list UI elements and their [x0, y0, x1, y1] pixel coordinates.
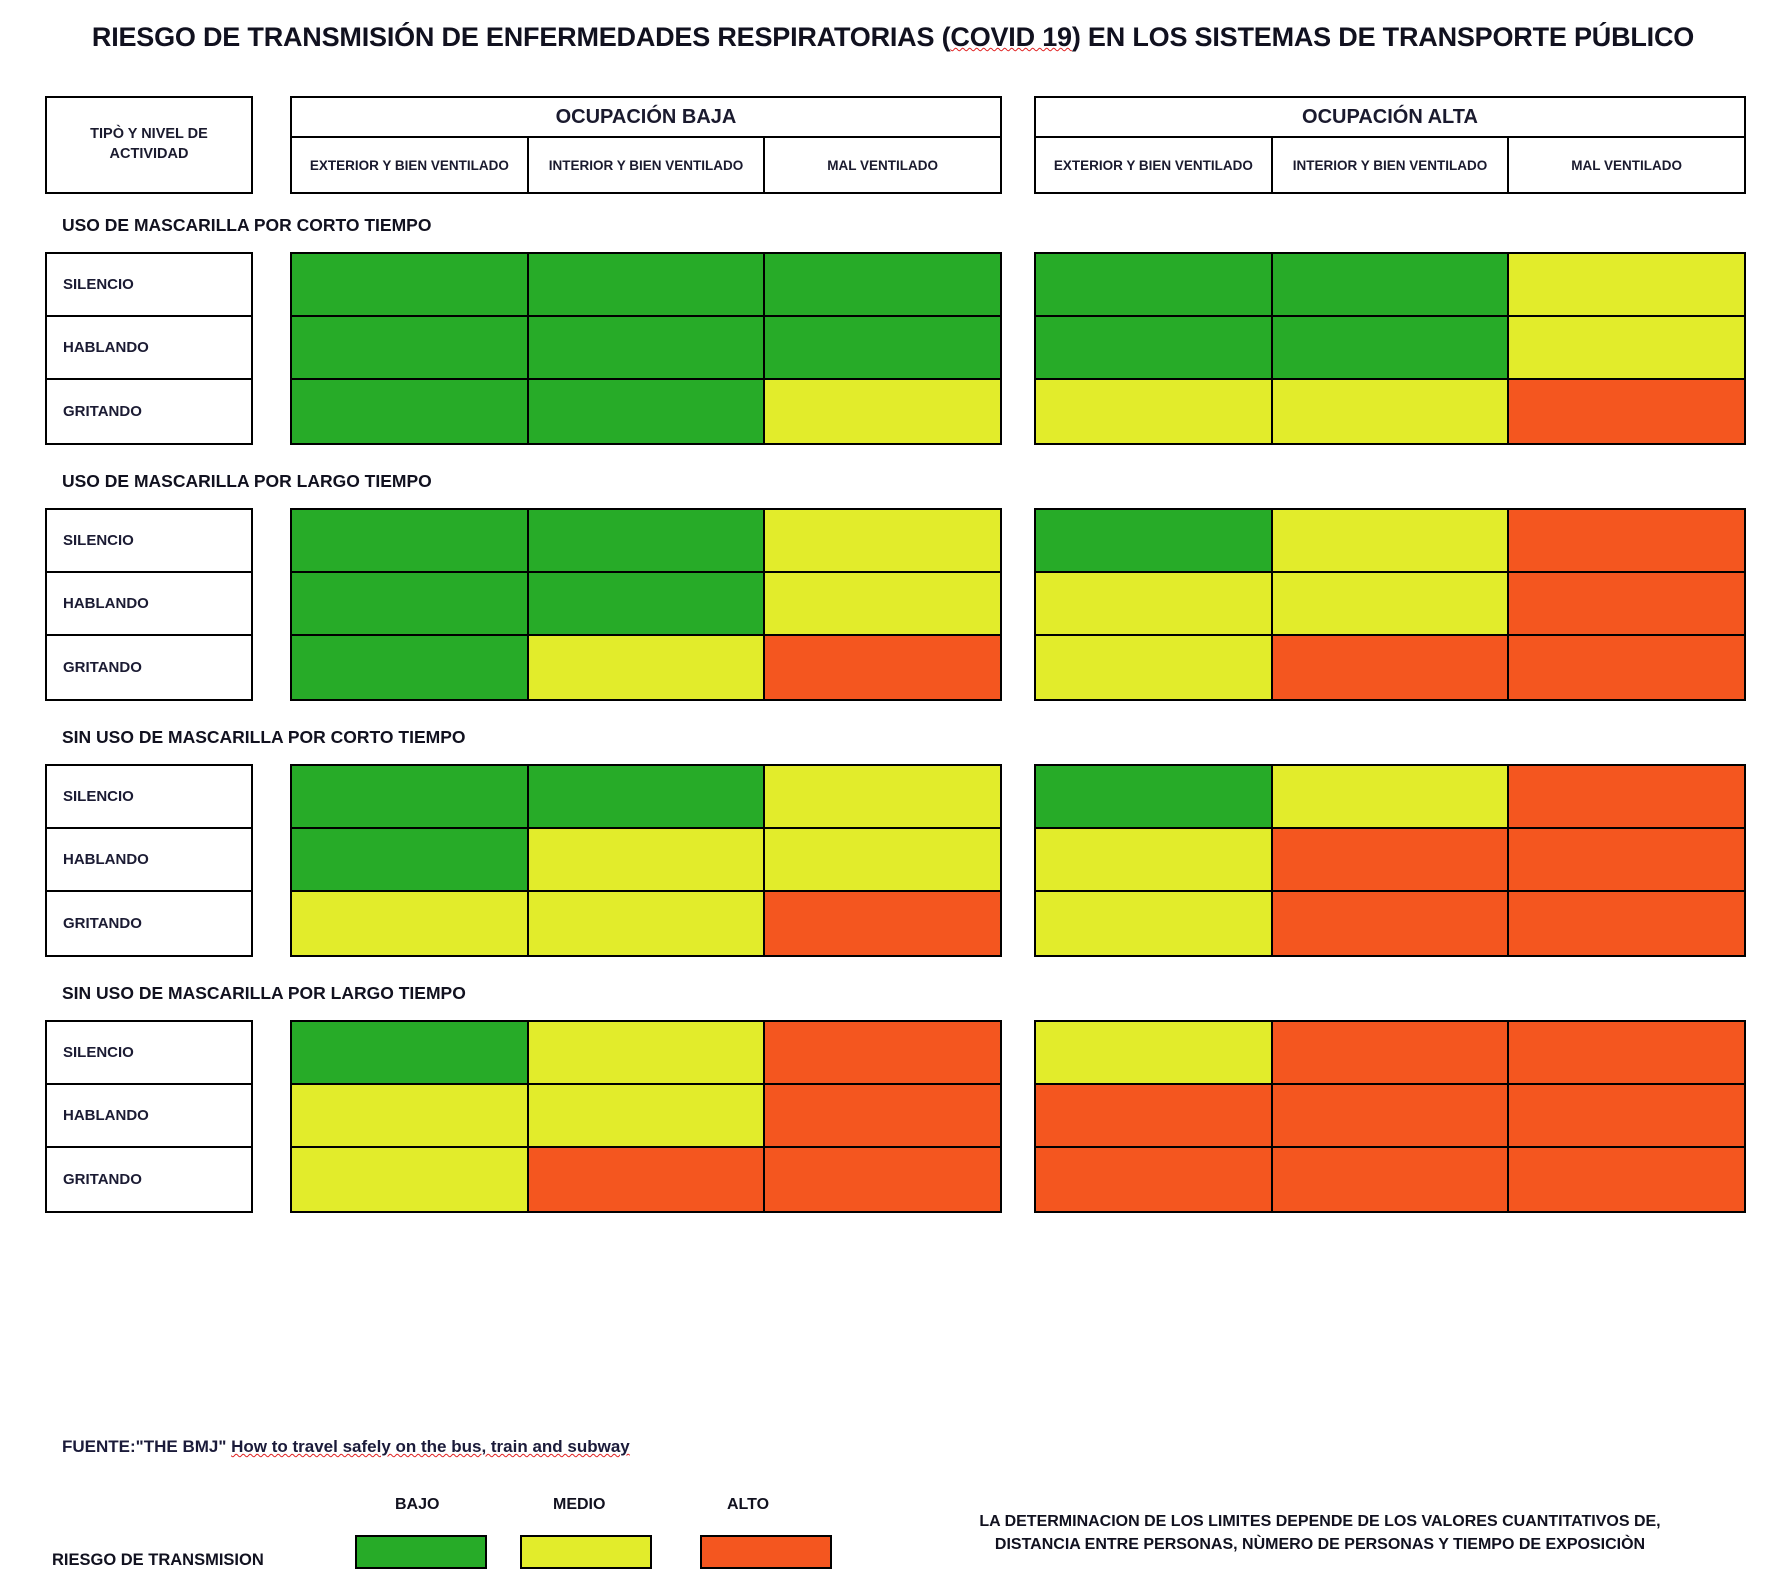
risk-cell-medio	[292, 1085, 529, 1146]
title-part-1: RIESGO DE TRANSMISIÓN DE ENFERMEDADES RESPIRATORIAS (	[91, 22, 951, 52]
row-label-gritando: GRITANDO	[63, 1171, 142, 1188]
row-label-column	[45, 252, 253, 445]
risk-cell-bajo	[529, 254, 766, 315]
risk-cell-bajo	[1036, 510, 1273, 571]
risk-cell-alto	[1509, 892, 1744, 955]
risk-cell-bajo	[529, 380, 766, 443]
risk-cell-medio	[292, 892, 529, 955]
risk-cell-medio	[765, 829, 1000, 890]
risk-cell-alto	[1273, 1085, 1510, 1146]
risk-cell-alto	[1509, 380, 1744, 443]
table-row	[1036, 380, 1744, 443]
risk-cell-medio	[529, 1022, 766, 1083]
table-row	[292, 892, 1000, 955]
legend-label-bajo: BAJO	[395, 1496, 440, 1513]
risk-cell-medio	[529, 1085, 766, 1146]
risk-cell-alto	[1509, 1148, 1744, 1211]
risk-grid-ocupacion-baja	[290, 1020, 1002, 1213]
risk-cell-bajo	[529, 573, 766, 634]
risk-cell-medio	[529, 892, 766, 955]
risk-cell-medio	[1036, 829, 1273, 890]
header-col-exterior-bien-ventilado: EXTERIOR Y BIEN VENTILADO	[292, 138, 529, 194]
title-covid-term: COVID 19	[950, 22, 1072, 52]
note-line-2: DISTANCIA ENTRE PERSONAS, NÙMERO DE PERSONAS Y TIEMPO DE EXPOSICIÒN	[994, 1536, 1646, 1554]
risk-grid-ocupacion-alta	[1034, 508, 1746, 701]
source-note	[62, 1437, 630, 1457]
row-label-gritando: GRITANDO	[63, 403, 142, 420]
risk-grid-ocupacion-baja	[290, 764, 1002, 957]
risk-cell-bajo	[529, 510, 766, 571]
risk-cell-alto	[1273, 1022, 1510, 1083]
risk-cell-medio	[765, 380, 1000, 443]
risk-cell-alto	[1509, 573, 1744, 634]
risk-cell-medio	[765, 573, 1000, 634]
table-row	[292, 317, 1000, 380]
header-col-interior-bien-ventilado: INTERIOR Y BIEN VENTILADO	[529, 138, 766, 194]
risk-cell-alto	[1273, 1148, 1510, 1211]
risk-cell-bajo	[1273, 254, 1510, 315]
risk-cell-medio	[1036, 380, 1273, 443]
risk-grid-ocupacion-alta	[1034, 252, 1746, 445]
source-prefix: FUENTE:"THE BMJ"	[62, 1437, 232, 1456]
legend-label-medio: MEDIO	[553, 1496, 606, 1513]
risk-cell-alto	[765, 1085, 1000, 1146]
risk-cell-alto	[1036, 1148, 1273, 1211]
risk-cell-bajo	[292, 254, 529, 315]
risk-cell-alto	[1273, 892, 1510, 955]
risk-cell-alto	[765, 1148, 1000, 1211]
row-label-silencio: SILENCIO	[47, 254, 251, 317]
title-part-2: ) EN LOS SISTEMAS DE TRANSPORTE PÚBLICO	[1071, 22, 1695, 52]
risk-cell-alto	[1273, 829, 1510, 890]
table-row	[292, 1148, 1000, 1211]
risk-cell-medio	[765, 510, 1000, 571]
risk-cell-alto	[1509, 766, 1744, 827]
risk-grid-ocupacion-alta	[1034, 1020, 1746, 1213]
section-title: SIN USO DE MASCARILLA POR LARGO TIEMPO	[62, 983, 466, 1003]
risk-cell-medio	[529, 829, 766, 890]
table-row	[292, 510, 1000, 573]
risk-cell-bajo	[1036, 766, 1273, 827]
risk-cell-bajo	[292, 636, 529, 699]
header-group-ocupacion-baja	[290, 96, 1002, 194]
table-row	[1036, 254, 1744, 317]
risk-cell-alto	[1509, 1085, 1744, 1146]
table-row	[292, 380, 1000, 443]
header-col-mal-ventilado: MAL VENTILADO	[827, 158, 939, 174]
legend-swatch-medio	[520, 1535, 652, 1569]
row-label-hablando: HABLANDO	[47, 317, 251, 380]
header-group-ocupacion-alta	[1034, 96, 1746, 194]
risk-cell-alto	[765, 892, 1000, 955]
table-row	[1036, 636, 1744, 699]
risk-cell-alto	[1036, 1085, 1273, 1146]
row-label-gritando: GRITANDO	[63, 915, 142, 932]
table-row	[1036, 510, 1744, 573]
risk-cell-bajo	[292, 1022, 529, 1083]
row-label-column	[45, 1020, 253, 1213]
row-label-silencio: SILENCIO	[47, 510, 251, 573]
risk-cell-medio	[1036, 1022, 1273, 1083]
risk-cell-bajo	[292, 766, 529, 827]
table-row	[1036, 766, 1744, 829]
note-line-1: LA DETERMINACION DE LOS LIMITES DEPENDE DE LOS VALORES CUANTITATIVOS DE,	[979, 1513, 1661, 1530]
legend-title: RIESGO DE TRANSMISION	[52, 1551, 264, 1569]
risk-cell-bajo	[1273, 317, 1510, 378]
risk-cell-bajo	[529, 317, 766, 378]
row-label-silencio: SILENCIO	[47, 766, 251, 829]
row-label-hablando: HABLANDO	[47, 1085, 251, 1148]
risk-grid-ocupacion-baja	[290, 508, 1002, 701]
table-row	[292, 829, 1000, 892]
row-label-hablando: HABLANDO	[47, 573, 251, 636]
risk-cell-bajo	[765, 254, 1000, 315]
header-group-title: OCUPACIÓN BAJA	[292, 98, 1000, 138]
risk-cell-bajo	[292, 829, 529, 890]
table-row	[1036, 829, 1744, 892]
table-row	[1036, 892, 1744, 955]
risk-cell-medio	[1036, 573, 1273, 634]
risk-cell-bajo	[529, 766, 766, 827]
risk-cell-medio	[765, 766, 1000, 827]
risk-cell-medio	[1036, 636, 1273, 699]
header-group-title: OCUPACIÓN ALTA	[1036, 98, 1744, 138]
risk-cell-medio	[292, 1148, 529, 1211]
table-row	[1036, 1148, 1744, 1211]
risk-cell-alto	[765, 636, 1000, 699]
risk-cell-alto	[1509, 829, 1744, 890]
risk-cell-bajo	[1036, 317, 1273, 378]
table-row	[292, 636, 1000, 699]
legend-swatch-alto	[700, 1535, 832, 1569]
legend-swatch-bajo	[355, 1535, 487, 1569]
risk-cell-bajo	[1036, 254, 1273, 315]
risk-cell-medio	[1509, 317, 1744, 378]
risk-cell-alto	[765, 1022, 1000, 1083]
row-label-silencio: SILENCIO	[47, 1022, 251, 1085]
risk-cell-bajo	[292, 510, 529, 571]
risk-cell-bajo	[292, 317, 529, 378]
source-title: How to travel safely on the bus, train and subway	[231, 1437, 630, 1456]
table-row	[1036, 1085, 1744, 1148]
row-label-column	[45, 764, 253, 957]
determination-note	[880, 1510, 1760, 1556]
header-col-interior-bien-ventilado: INTERIOR Y BIEN VENTILADO	[1273, 138, 1510, 194]
risk-cell-medio	[1273, 573, 1510, 634]
section-title: SIN USO DE MASCARILLA POR CORTO TIEMPO	[62, 727, 466, 747]
row-label-gritando: GRITANDO	[63, 659, 142, 676]
header-corner-label: TIPÒ Y NIVEL DE ACTIVIDAD	[45, 96, 253, 194]
section-title: USO DE MASCARILLA POR CORTO TIEMPO	[62, 215, 432, 235]
table-row	[292, 766, 1000, 829]
risk-cell-medio	[1273, 766, 1510, 827]
risk-grid-ocupacion-baja	[290, 252, 1002, 445]
risk-cell-alto	[1273, 636, 1510, 699]
risk-cell-bajo	[292, 573, 529, 634]
table-row	[292, 1022, 1000, 1085]
risk-cell-alto	[1509, 1022, 1744, 1083]
header-col-mal-ventilado: MAL VENTILADO	[1571, 158, 1683, 174]
risk-cell-alto	[1509, 636, 1744, 699]
row-label-hablando: HABLANDO	[47, 829, 251, 892]
legend-label-alto: ALTO	[727, 1496, 770, 1513]
risk-cell-alto	[1509, 510, 1744, 571]
risk-cell-bajo	[765, 317, 1000, 378]
table-row	[292, 573, 1000, 636]
risk-cell-medio	[1273, 380, 1510, 443]
risk-grid-ocupacion-alta	[1034, 764, 1746, 957]
page-title	[0, 22, 1786, 53]
risk-cell-alto	[529, 1148, 766, 1211]
risk-cell-bajo	[292, 380, 529, 443]
risk-cell-medio	[1036, 892, 1273, 955]
table-row	[1036, 573, 1744, 636]
risk-cell-medio	[1273, 510, 1510, 571]
table-row	[1036, 1022, 1744, 1085]
row-label-column	[45, 508, 253, 701]
table-row	[292, 1085, 1000, 1148]
header-col-exterior-bien-ventilado: EXTERIOR Y BIEN VENTILADO	[1036, 138, 1273, 194]
risk-cell-medio	[529, 636, 766, 699]
risk-cell-medio	[1509, 254, 1744, 315]
section-title: USO DE MASCARILLA POR LARGO TIEMPO	[62, 471, 432, 491]
table-row	[1036, 317, 1744, 380]
table-row	[292, 254, 1000, 317]
